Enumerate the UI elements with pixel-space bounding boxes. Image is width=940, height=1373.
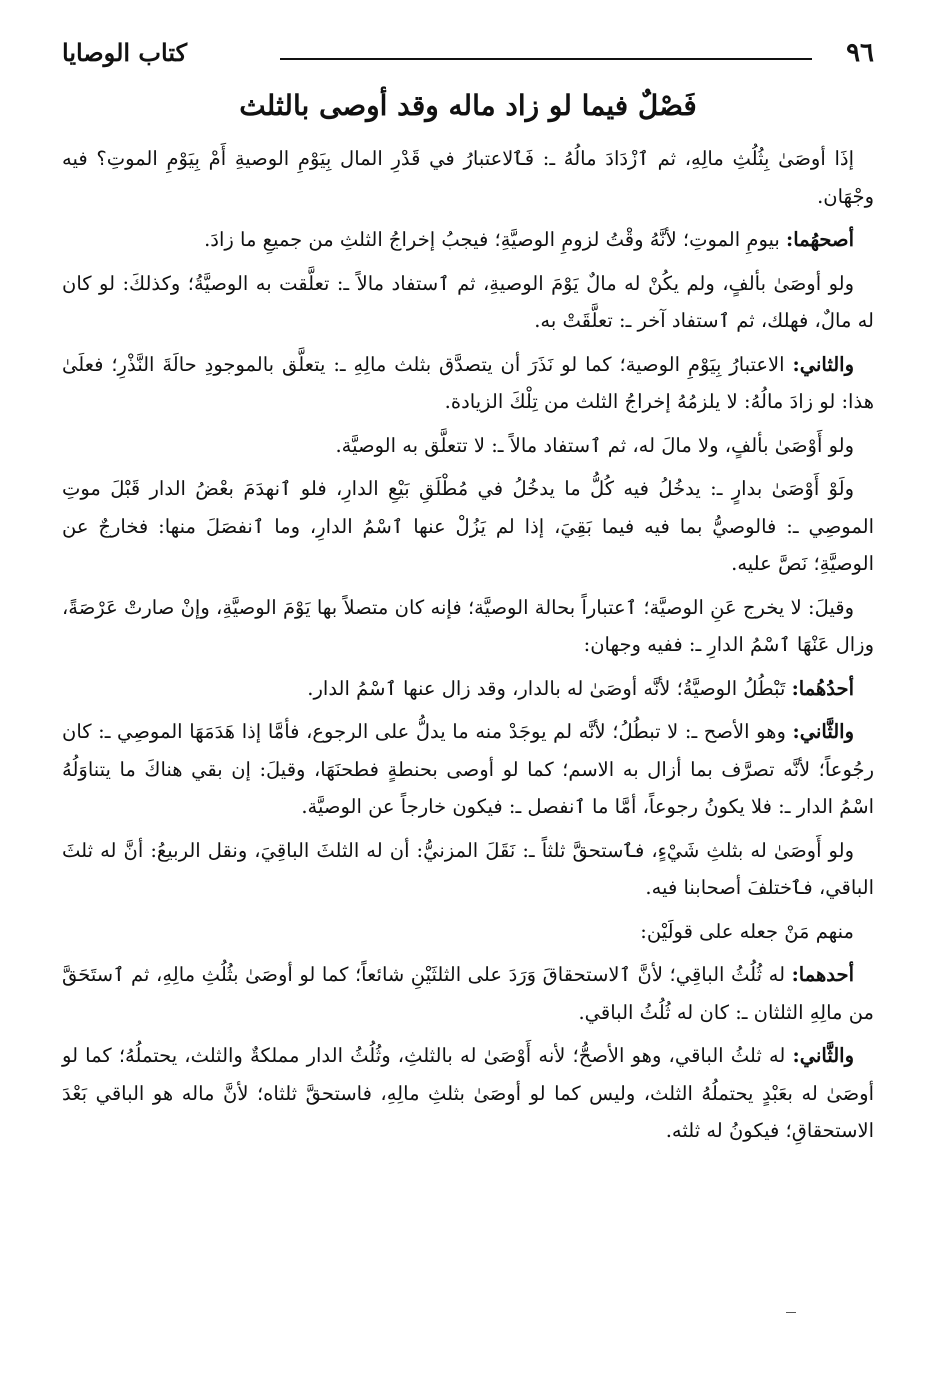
paragraph: والثاني: الاعتبارُ بِيَوْمِ الوصية؛ كما لو نَذَرَ أن يتصدَّق بثلث مالِهِ ـ: يتعلَّق بالموجودِ حالَةَ النَّذْرِ؛ فعلَىٰ هذا: لو زادَ مالُهُ: لا يلزمُهُ إخراجُ الثلث من تِلْكَ الزيادة. bbox=[62, 352, 874, 413]
paragraph: والثَّاني: له ثلثُ الباقي، وهو الأصحُّ؛ لأنه أَوْصَىٰ له بالثلثِ، وثُلُثُ الدار مملكةٌ والثلث، يحتملُهُ؛ كما لو أوصَىٰ له بعَبْدٍ يحتملُهُ الثلث، وليس كما لو أوصَىٰ بثلثِ مالِهِ، فاستحقَّ ثلثاه؛ لأنَّ ماله هو الباقي بَعْدَ الاستحقاقِ؛ فيكونُ له ثلثه. bbox=[62, 1044, 874, 1142]
book-title: كتاب الوصايا bbox=[62, 38, 187, 67]
paragraph: والثَّاني: وهو الأصح ـ: لا تبطُلُ؛ لأنَّه لم يوجَدْ منه ما يدلُّ على الرجوع، فأمَّا إذا هَدَمَهَا الموصِي ـ: كان رجُوعاً؛ لأنَّه تصرَّف بما أزال به الاسم؛ كما لو أوصى بحنطةٍ فطحنَهَا، وقيلَ: إن بقي هناكَ ما يتناوَلُهُ اسْمُ الدار ـ: فلا يكونُ رجوعاً، أمَّا ما ٱنفصل ـ: فيكون خارجاً عن الوصيَّة. bbox=[62, 720, 874, 818]
footer-mark bbox=[786, 1312, 796, 1313]
running-head bbox=[62, 34, 874, 74]
paragraph: أحدهما: له ثُلُثُ الباقِي؛ لأنَّ ٱلاستحقاقَ وَرَدَ على الثلثَيْنِ شائعاً؛ كما لو أوصَىٰ بثُلُثِ مالِهِ، ثم ٱستَحَقَّ من مالِهِ الثلثان ـ: كان له ثُلُثُ الباقي. bbox=[62, 963, 874, 1024]
paragraph: وقيلَ: لا يخرج عَنِ الوصيَّة؛ ٱعتباراً بحالة الوصيَّة؛ فإنه كان متصلاً بها يَوْمَ الوصيَّةِ، وإنْ صارتْ عَرْصَةً، وزال عَنْهَا ٱسْمُ الدارِ ـ: ففيه وجهان: bbox=[62, 595, 874, 656]
header-rule bbox=[280, 58, 812, 60]
paragraph: ولو أوصَىٰ بألفٍ، ولم يكُنْ له مالٌ يَوْمَ الوصيةِ، ثم ٱستفاد مالاً ـ: تعلَّقت به الوصيَّةُ؛ وكذلكَ: لو كان له مالٌ، فهلك، ثم ٱستفاد آخر ـ: تعلَّقَتْ به. bbox=[62, 271, 874, 332]
paragraph: أصحهُما: بيومِ الموتِ؛ لأنَّهُ وقْتُ لزومِ الوصيَّةِ؛ فيجبُ إخراجُ الثلثِ من جميعِ ما زادَ. bbox=[204, 228, 854, 251]
chapter-title: فَصْلٌ فيما لو زاد ماله وقد أوصى بالثلث bbox=[239, 89, 697, 122]
paragraph: ولَوْ أَوْصَىٰ بدارٍ ـ: يدخُلُ فيه كُلُّ ما يدخُلُ في مُطْلَقِ بَيْعِ الدارِ، فلو ٱنهدَمَ بعْضُ الدار قَبْلَ موتِ الموصِي ـ: فالوصيُّ بما فيه فيما بَقِيَ، إذا لم يَزُلْ عنها ٱسْمُ الدارِ، وما ٱنفصَلَ منها: فخارجٌ عن الوصيَّةِ؛ نَصَّ عليه. bbox=[62, 477, 874, 575]
body-text bbox=[62, 140, 874, 1156]
page-number: ٩٦ bbox=[846, 38, 874, 68]
paragraph: إذَا أوصَىٰ بِثُلُثِ مالِهِ، ثم ٱزْدَادَ مالُهُ ـ: فَٱلاعتبارُ في قَدْرِ المال بِيَوْمِ الوصيةِ أَمْ بِيَوْمِ الموتِ؟ فيه وجْهَان. bbox=[62, 147, 874, 208]
paragraph: ولو أَوْصَىٰ بألفٍ، ولا مالَ له، ثم ٱستفاد مالاً ـ: لا تتعلَّق به الوصيَّة. bbox=[335, 433, 854, 457]
paragraph: منهم مَنْ جعله على قولَيْن: bbox=[640, 919, 854, 943]
paragraph: ولو أَوصَىٰ له بثلثِ شَيْءٍ، فٱستحقَّ ثلثاً ـ: نَقَلَ المزنيُّ: أن له الثلثَ الباقِيَ، ونقل الربيعُ: أنَّ له ثلثَ الباقي، فٱختلفَ أصحابنا فيه. bbox=[62, 838, 874, 899]
paragraph: أحدُهُما: تَبْطُلُ الوصيَّةُ؛ لأنَّه أوصَىٰ له بالدار، وقد زال عنها ٱسْمُ الدار. bbox=[307, 676, 854, 700]
